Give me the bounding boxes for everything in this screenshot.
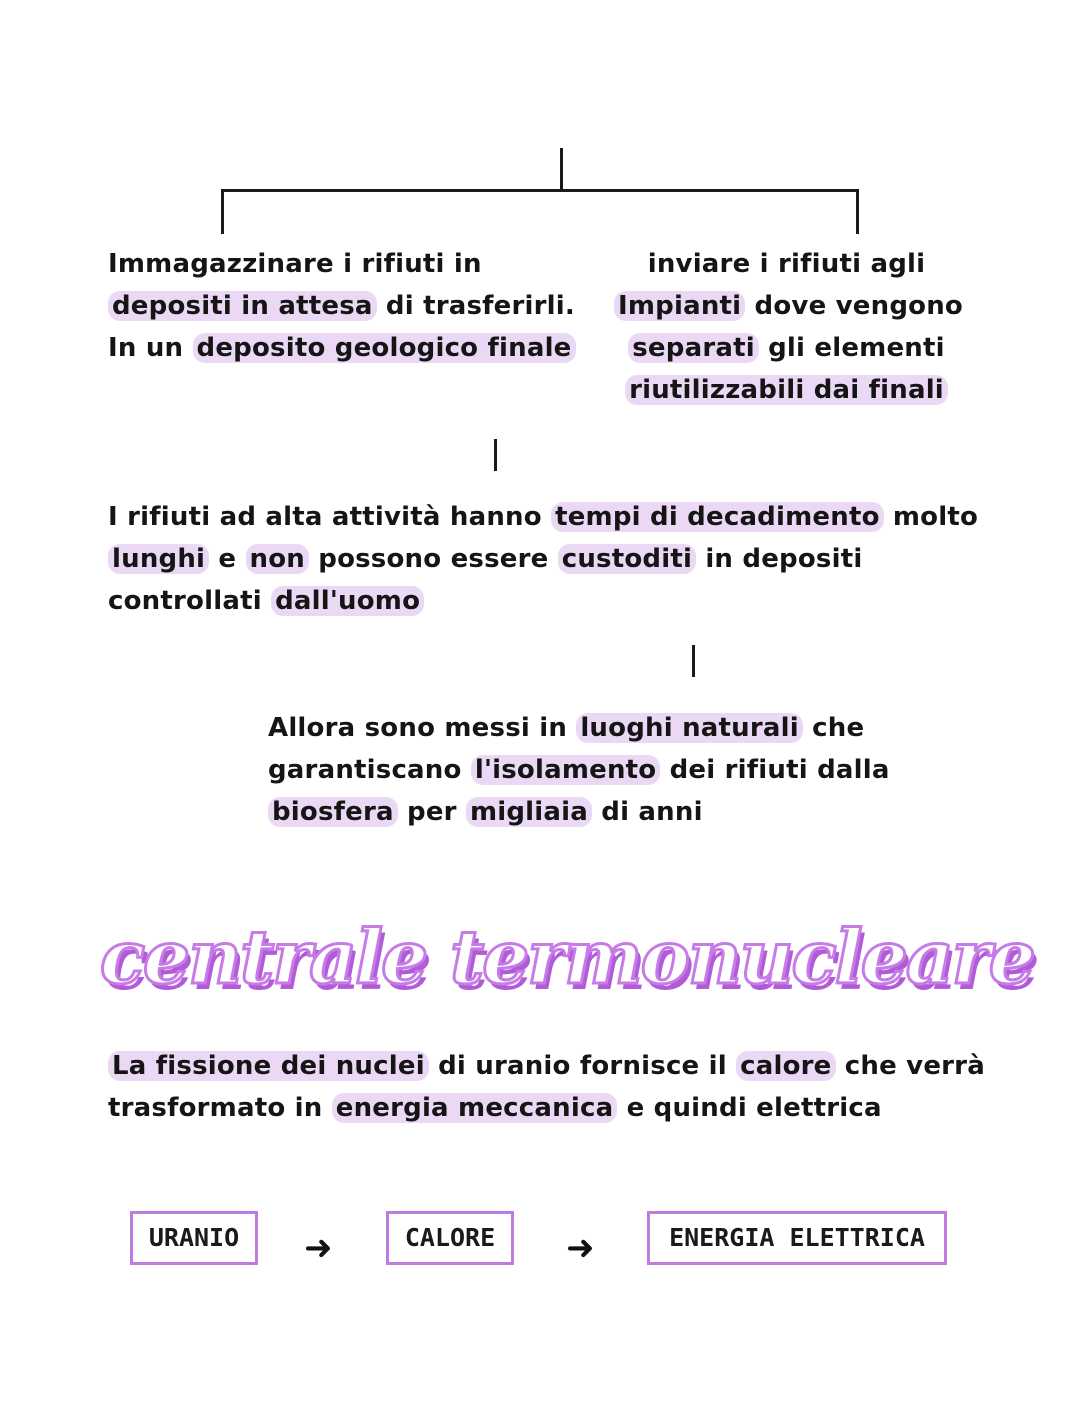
right-line-4 [614,369,959,411]
highlight: energia meccanica [332,1093,618,1123]
ha-text: possono essere [309,544,558,574]
ha-line-3 [108,580,978,622]
ns-line-3 [268,791,890,833]
flow-box-energia-elettrica: ENERGIA ELETTRICA [647,1211,947,1265]
ns-text: che [802,713,865,743]
ns-text: garantiscano [268,755,471,785]
left-line-3 [108,327,576,369]
arrow-right-icon: ➜ [304,1228,333,1268]
highlight: depositi in attesa [108,291,377,321]
highlight: tempi di decadimento [551,502,884,532]
fi-line-2 [108,1087,985,1129]
flow-box-calore: CALORE [386,1211,514,1265]
highlight: deposito geologico finale [193,333,576,363]
right-line-3 [614,327,959,369]
left-branch-text [108,243,576,369]
connector-line-1 [494,439,497,471]
ha-text: molto [883,502,979,532]
flow-box-uranio: URANIO [130,1211,258,1265]
ha-line-1 [108,496,978,538]
fission-paragraph [108,1045,985,1129]
tree-left-drop [221,189,224,234]
right-line-1: inviare i rifiuti agli [647,249,926,279]
left-line-2 [108,285,576,327]
highlight: dall'uomo [271,586,424,616]
highlight: custoditi [558,544,696,574]
highlight: migliaia [466,797,592,827]
left-line-3-pre: In un [108,333,193,363]
ns-line-2 [268,749,890,791]
right-line-2 [614,285,963,327]
section-title: centrale termonucleare [100,915,1034,1001]
highlight: luoghi naturali [576,713,803,743]
fi-text: trasformato in [108,1093,332,1123]
highlight: biosfera [268,797,398,827]
fi-text: che verrà [835,1051,985,1081]
arrow-right-icon: ➜ [566,1228,595,1268]
fi-text: di uranio fornisce il [428,1051,737,1081]
ns-text: Allora sono messi in [268,713,577,743]
fi-line-1 [108,1045,985,1087]
ns-text: per [397,797,466,827]
tree-root-line [560,148,563,192]
highlight: La fissione dei nuclei [108,1051,429,1081]
highlight: calore [736,1051,835,1081]
left-line-2-rest: di trasferirli. [376,291,575,321]
natural-sites-paragraph [268,707,890,833]
fi-text: e quindi elettrica [617,1093,882,1123]
highlight: l'isolamento [471,755,661,785]
ns-line-1 [268,707,890,749]
left-line-1: Immagazzinare i rifiuti in [108,249,482,279]
right-line-3-rest: gli elementi [758,333,945,363]
highlight: separati [628,333,759,363]
ns-text: dei rifiuti dalla [660,755,890,785]
tree-right-drop [856,189,859,234]
highlight: Impianti [614,291,745,321]
ha-text: controllati [108,586,272,616]
high-activity-paragraph [108,496,978,622]
ha-text: in depositi [696,544,863,574]
ha-line-2 [108,538,978,580]
highlight: non [246,544,309,574]
right-line-2-rest: dove vengono [745,291,963,321]
highlight: riutilizzabili dai finali [625,375,948,405]
connector-line-2 [692,645,695,677]
right-branch-text [614,243,963,411]
ha-text: I rifiuti ad alta attività hanno [108,502,552,532]
tree-branch-line [221,189,859,192]
highlight: lunghi [108,544,209,574]
ha-text: e [209,544,246,574]
ns-text: di anni [592,797,703,827]
